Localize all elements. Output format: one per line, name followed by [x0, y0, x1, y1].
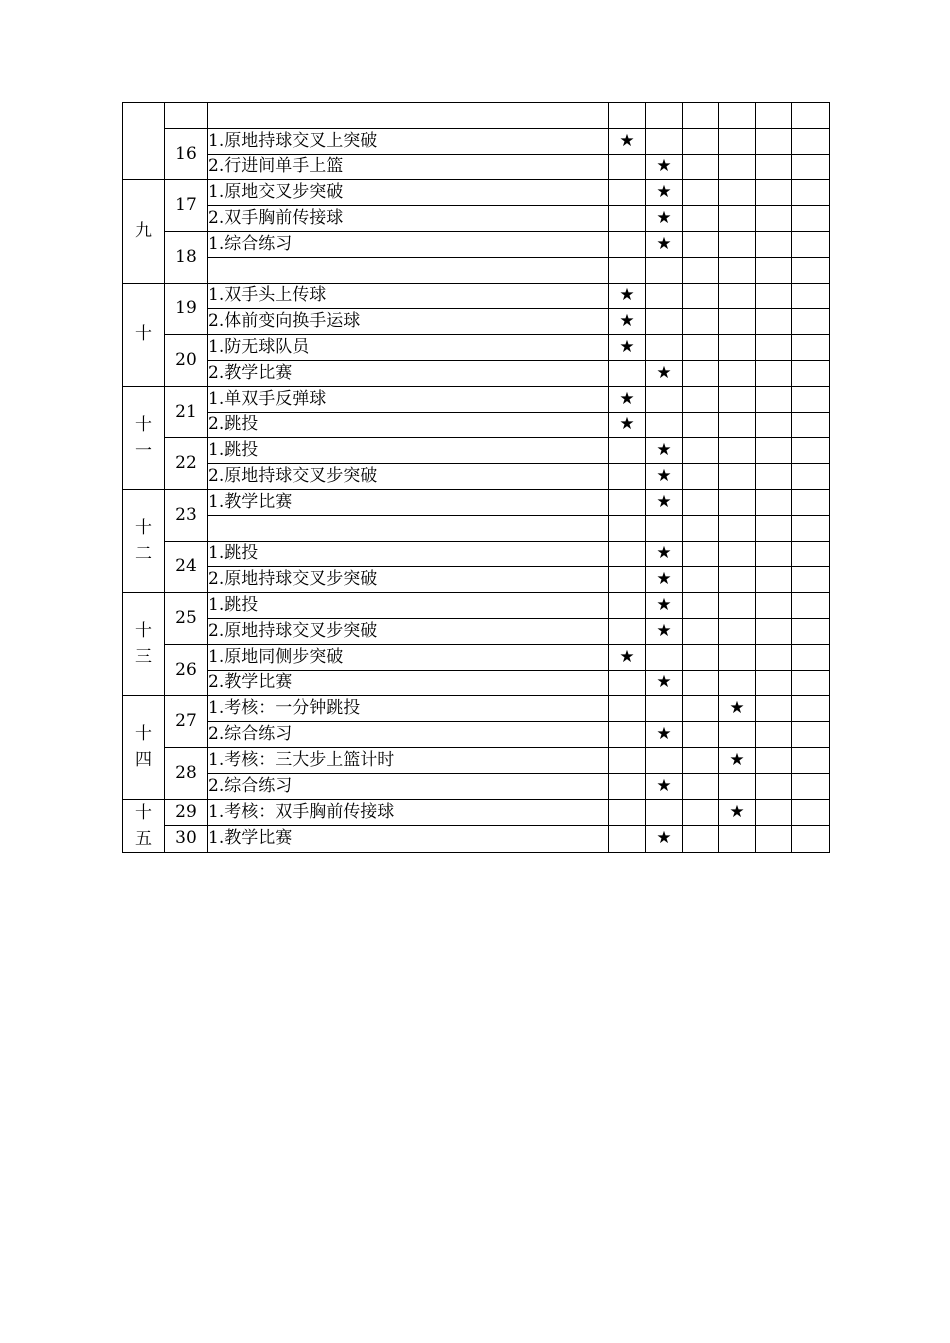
week-cell: 十 — [123, 283, 165, 386]
star-icon: ★ — [619, 337, 635, 358]
mark-cell — [756, 644, 792, 670]
lesson-number-cell: 21 — [165, 386, 208, 438]
lesson-number-cell: 16 — [165, 128, 208, 180]
table-body — [123, 103, 830, 853]
mark-cell — [756, 128, 792, 154]
mark-cell — [719, 826, 756, 853]
lesson-number-cell: 30 — [165, 826, 208, 853]
table-row — [123, 128, 830, 154]
mark-cell — [756, 438, 792, 464]
star-icon: ★ — [619, 130, 635, 151]
mark-cell — [646, 799, 683, 826]
mark-cell — [792, 618, 830, 644]
mark-cell — [756, 670, 792, 696]
mark-cell — [609, 773, 646, 799]
content-cell: 1.跳投 — [208, 541, 609, 567]
content-cell: 1.双手头上传球 — [208, 283, 609, 309]
mark-cell — [646, 283, 683, 309]
mark-cell — [792, 231, 830, 257]
mark-cell — [609, 799, 646, 826]
week-cell: 十 三 — [123, 593, 165, 696]
mark-cell — [646, 438, 683, 464]
table-row — [123, 257, 830, 283]
star-icon: ★ — [619, 388, 635, 409]
mark-cell — [646, 593, 683, 619]
table-row — [123, 670, 830, 696]
mark-cell — [756, 593, 792, 619]
mark-cell — [792, 360, 830, 386]
content-cell: 1.综合练习 — [208, 231, 609, 257]
mark-cell — [609, 747, 646, 773]
content-cell: 1.跳投 — [208, 438, 609, 464]
content-cell — [208, 515, 609, 541]
content-cell: 1.跳投 — [208, 593, 609, 619]
mark-cell — [646, 567, 683, 593]
mark-cell — [646, 386, 683, 412]
mark-cell — [646, 464, 683, 490]
mark-cell — [609, 515, 646, 541]
content-cell — [208, 257, 609, 283]
mark-cell — [756, 799, 792, 826]
lesson-number-cell: 29 — [165, 799, 208, 826]
lesson-number-cell: 28 — [165, 747, 208, 799]
mark-cell — [719, 773, 756, 799]
lesson-number-cell: 27 — [165, 696, 208, 748]
table-row — [123, 231, 830, 257]
table-row — [123, 567, 830, 593]
mark-cell — [719, 335, 756, 361]
content-cell: 2.体前变向换手运球 — [208, 309, 609, 335]
table-row — [123, 154, 830, 180]
mark-cell — [756, 154, 792, 180]
mark-cell — [719, 283, 756, 309]
lesson-number-cell: 25 — [165, 593, 208, 645]
mark-cell — [719, 154, 756, 180]
mark-cell — [683, 257, 719, 283]
mark-cell — [756, 231, 792, 257]
table-row — [123, 180, 830, 206]
star-icon: ★ — [656, 543, 672, 564]
table-row — [123, 360, 830, 386]
table-row — [123, 489, 830, 515]
mark-cell — [646, 154, 683, 180]
star-icon: ★ — [656, 672, 672, 693]
content-cell: 2.跳投 — [208, 412, 609, 438]
mark-cell — [719, 412, 756, 438]
mark-cell — [719, 541, 756, 567]
star-icon: ★ — [619, 311, 635, 332]
lesson-number-cell: 20 — [165, 335, 208, 387]
mark-cell — [792, 670, 830, 696]
mark-cell — [609, 644, 646, 670]
lesson-number-cell: 24 — [165, 541, 208, 593]
content-cell: 1.单双手反弹球 — [208, 386, 609, 412]
mark-cell — [683, 773, 719, 799]
mark-cell — [646, 489, 683, 515]
star-icon: ★ — [619, 646, 635, 667]
mark-cell — [756, 257, 792, 283]
mark-cell — [646, 747, 683, 773]
content-cell: 1.原地交叉步突破 — [208, 180, 609, 206]
table-row — [123, 335, 830, 361]
table-row — [123, 412, 830, 438]
mark-cell — [719, 103, 756, 129]
mark-cell — [756, 464, 792, 490]
teaching-schedule-table — [122, 102, 830, 853]
lesson-number-cell: 18 — [165, 231, 208, 283]
content-cell: 1.原地同侧步突破 — [208, 644, 609, 670]
table-row — [123, 283, 830, 309]
content-cell: 1.考核：一分钟跳投 — [208, 696, 609, 722]
mark-cell — [792, 335, 830, 361]
mark-cell — [646, 644, 683, 670]
mark-cell — [646, 103, 683, 129]
week-cell: 九 — [123, 180, 165, 283]
mark-cell — [609, 257, 646, 283]
mark-cell — [646, 412, 683, 438]
mark-cell — [683, 799, 719, 826]
mark-cell — [683, 154, 719, 180]
mark-cell — [719, 799, 756, 826]
content-cell: 2.综合练习 — [208, 722, 609, 748]
mark-cell — [756, 773, 792, 799]
mark-cell — [792, 438, 830, 464]
mark-cell — [792, 773, 830, 799]
mark-cell — [792, 747, 830, 773]
mark-cell — [683, 515, 719, 541]
star-icon: ★ — [656, 233, 672, 254]
mark-cell — [609, 180, 646, 206]
mark-cell — [792, 593, 830, 619]
mark-cell — [792, 154, 830, 180]
mark-cell — [683, 438, 719, 464]
content-cell: 1.防无球队员 — [208, 335, 609, 361]
table-row — [123, 773, 830, 799]
mark-cell — [646, 128, 683, 154]
mark-cell — [646, 696, 683, 722]
mark-cell — [609, 231, 646, 257]
week-cell: 十 四 — [123, 696, 165, 799]
star-icon: ★ — [656, 208, 672, 229]
mark-cell — [719, 722, 756, 748]
mark-cell — [756, 309, 792, 335]
mark-cell — [719, 231, 756, 257]
table-row — [123, 464, 830, 490]
star-icon: ★ — [656, 724, 672, 745]
mark-cell — [683, 180, 719, 206]
star-icon: ★ — [729, 749, 745, 770]
mark-cell — [683, 412, 719, 438]
mark-cell — [646, 360, 683, 386]
mark-cell — [792, 541, 830, 567]
content-cell: 2.原地持球交叉步突破 — [208, 618, 609, 644]
mark-cell — [609, 438, 646, 464]
content-cell: 1.教学比赛 — [208, 489, 609, 515]
mark-cell — [792, 515, 830, 541]
mark-cell — [646, 722, 683, 748]
content-cell: 1.原地持球交叉上突破 — [208, 128, 609, 154]
star-icon: ★ — [619, 414, 635, 435]
mark-cell — [792, 386, 830, 412]
mark-cell — [756, 618, 792, 644]
content-cell — [208, 103, 609, 129]
mark-cell — [646, 515, 683, 541]
mark-cell — [756, 541, 792, 567]
mark-cell — [609, 283, 646, 309]
table-row — [123, 747, 830, 773]
mark-cell — [756, 206, 792, 232]
mark-cell — [609, 103, 646, 129]
star-icon: ★ — [656, 440, 672, 461]
table-row — [123, 644, 830, 670]
mark-cell — [646, 309, 683, 335]
mark-cell — [719, 128, 756, 154]
star-icon: ★ — [656, 466, 672, 487]
mark-cell — [719, 464, 756, 490]
mark-cell — [756, 489, 792, 515]
mark-cell — [683, 283, 719, 309]
mark-cell — [646, 670, 683, 696]
mark-cell — [609, 309, 646, 335]
mark-cell — [609, 541, 646, 567]
mark-cell — [609, 206, 646, 232]
star-icon: ★ — [656, 182, 672, 203]
content-cell: 2.教学比赛 — [208, 670, 609, 696]
mark-cell — [683, 103, 719, 129]
mark-cell — [683, 618, 719, 644]
lesson-number-cell: 22 — [165, 438, 208, 490]
content-cell: 1.教学比赛 — [208, 826, 609, 853]
mark-cell — [646, 231, 683, 257]
mark-cell — [646, 826, 683, 853]
table-row — [123, 103, 830, 129]
mark-cell — [683, 541, 719, 567]
mark-cell — [683, 464, 719, 490]
mark-cell — [719, 360, 756, 386]
table-row — [123, 826, 830, 853]
mark-cell — [756, 412, 792, 438]
star-icon: ★ — [656, 775, 672, 796]
mark-cell — [646, 180, 683, 206]
mark-cell — [719, 618, 756, 644]
mark-cell — [792, 128, 830, 154]
star-icon: ★ — [656, 491, 672, 512]
mark-cell — [756, 360, 792, 386]
table-row — [123, 541, 830, 567]
mark-cell — [792, 567, 830, 593]
star-icon: ★ — [656, 156, 672, 177]
mark-cell — [719, 696, 756, 722]
mark-cell — [719, 206, 756, 232]
table-row — [123, 515, 830, 541]
mark-cell — [756, 515, 792, 541]
mark-cell — [683, 747, 719, 773]
star-icon: ★ — [619, 285, 635, 306]
mark-cell — [683, 128, 719, 154]
star-icon: ★ — [656, 362, 672, 383]
mark-cell — [683, 696, 719, 722]
mark-cell — [719, 257, 756, 283]
mark-cell — [646, 618, 683, 644]
star-icon: ★ — [656, 569, 672, 590]
mark-cell — [756, 747, 792, 773]
week-cell: 十 一 — [123, 386, 165, 489]
content-cell: 2.行进间单手上篮 — [208, 154, 609, 180]
mark-cell — [609, 360, 646, 386]
mark-cell — [756, 826, 792, 853]
table-row — [123, 593, 830, 619]
table-row — [123, 696, 830, 722]
mark-cell — [719, 644, 756, 670]
mark-cell — [609, 696, 646, 722]
mark-cell — [792, 180, 830, 206]
mark-cell — [683, 567, 719, 593]
week-cell — [123, 103, 165, 180]
mark-cell — [609, 412, 646, 438]
star-icon: ★ — [656, 620, 672, 641]
star-icon: ★ — [656, 828, 672, 849]
mark-cell — [792, 283, 830, 309]
table-row — [123, 438, 830, 464]
content-cell: 1.考核：双手胸前传接球 — [208, 799, 609, 826]
content-cell: 2.教学比赛 — [208, 360, 609, 386]
mark-cell — [683, 722, 719, 748]
mark-cell — [719, 593, 756, 619]
mark-cell — [792, 799, 830, 826]
mark-cell — [683, 335, 719, 361]
mark-cell — [609, 386, 646, 412]
mark-cell — [719, 515, 756, 541]
mark-cell — [646, 773, 683, 799]
mark-cell — [646, 206, 683, 232]
star-icon: ★ — [729, 801, 745, 822]
mark-cell — [609, 826, 646, 853]
mark-cell — [719, 438, 756, 464]
mark-cell — [683, 826, 719, 853]
mark-cell — [792, 826, 830, 853]
lesson-number-cell — [165, 103, 208, 129]
mark-cell — [719, 386, 756, 412]
mark-cell — [683, 670, 719, 696]
mark-cell — [683, 360, 719, 386]
mark-cell — [756, 335, 792, 361]
mark-cell — [609, 154, 646, 180]
mark-cell — [792, 644, 830, 670]
lesson-number-cell: 19 — [165, 283, 208, 335]
mark-cell — [756, 722, 792, 748]
mark-cell — [609, 722, 646, 748]
mark-cell — [683, 593, 719, 619]
mark-cell — [792, 309, 830, 335]
mark-cell — [792, 722, 830, 748]
content-cell: 2.原地持球交叉步突破 — [208, 567, 609, 593]
mark-cell — [756, 283, 792, 309]
mark-cell — [756, 567, 792, 593]
mark-cell — [609, 618, 646, 644]
week-cell: 十 五 — [123, 799, 165, 852]
mark-cell — [609, 464, 646, 490]
table-row — [123, 722, 830, 748]
mark-cell — [792, 489, 830, 515]
mark-cell — [683, 644, 719, 670]
mark-cell — [756, 180, 792, 206]
mark-cell — [646, 335, 683, 361]
mark-cell — [719, 489, 756, 515]
content-cell: 1.考核：三大步上篮计时 — [208, 747, 609, 773]
lesson-number-cell: 26 — [165, 644, 208, 696]
mark-cell — [719, 180, 756, 206]
mark-cell — [792, 696, 830, 722]
table-row — [123, 309, 830, 335]
mark-cell — [609, 128, 646, 154]
mark-cell — [646, 257, 683, 283]
mark-cell — [719, 309, 756, 335]
mark-cell — [756, 386, 792, 412]
star-icon: ★ — [656, 595, 672, 616]
mark-cell — [719, 747, 756, 773]
mark-cell — [792, 103, 830, 129]
mark-cell — [683, 309, 719, 335]
table-row — [123, 618, 830, 644]
mark-cell — [683, 231, 719, 257]
mark-cell — [609, 670, 646, 696]
lesson-number-cell: 23 — [165, 489, 208, 541]
mark-cell — [756, 103, 792, 129]
mark-cell — [609, 567, 646, 593]
content-cell: 2.综合练习 — [208, 773, 609, 799]
week-cell: 十 二 — [123, 489, 165, 592]
lesson-number-cell: 17 — [165, 180, 208, 232]
mark-cell — [683, 489, 719, 515]
table-row — [123, 386, 830, 412]
mark-cell — [792, 206, 830, 232]
mark-cell — [646, 541, 683, 567]
mark-cell — [609, 593, 646, 619]
mark-cell — [719, 567, 756, 593]
table-row — [123, 799, 830, 826]
mark-cell — [683, 386, 719, 412]
content-cell: 2.双手胸前传接球 — [208, 206, 609, 232]
content-cell: 2.原地持球交叉步突破 — [208, 464, 609, 490]
star-icon: ★ — [729, 698, 745, 719]
table-row — [123, 206, 830, 232]
mark-cell — [719, 670, 756, 696]
mark-cell — [609, 335, 646, 361]
mark-cell — [792, 412, 830, 438]
mark-cell — [792, 257, 830, 283]
mark-cell — [756, 696, 792, 722]
mark-cell — [683, 206, 719, 232]
mark-cell — [609, 489, 646, 515]
mark-cell — [792, 464, 830, 490]
